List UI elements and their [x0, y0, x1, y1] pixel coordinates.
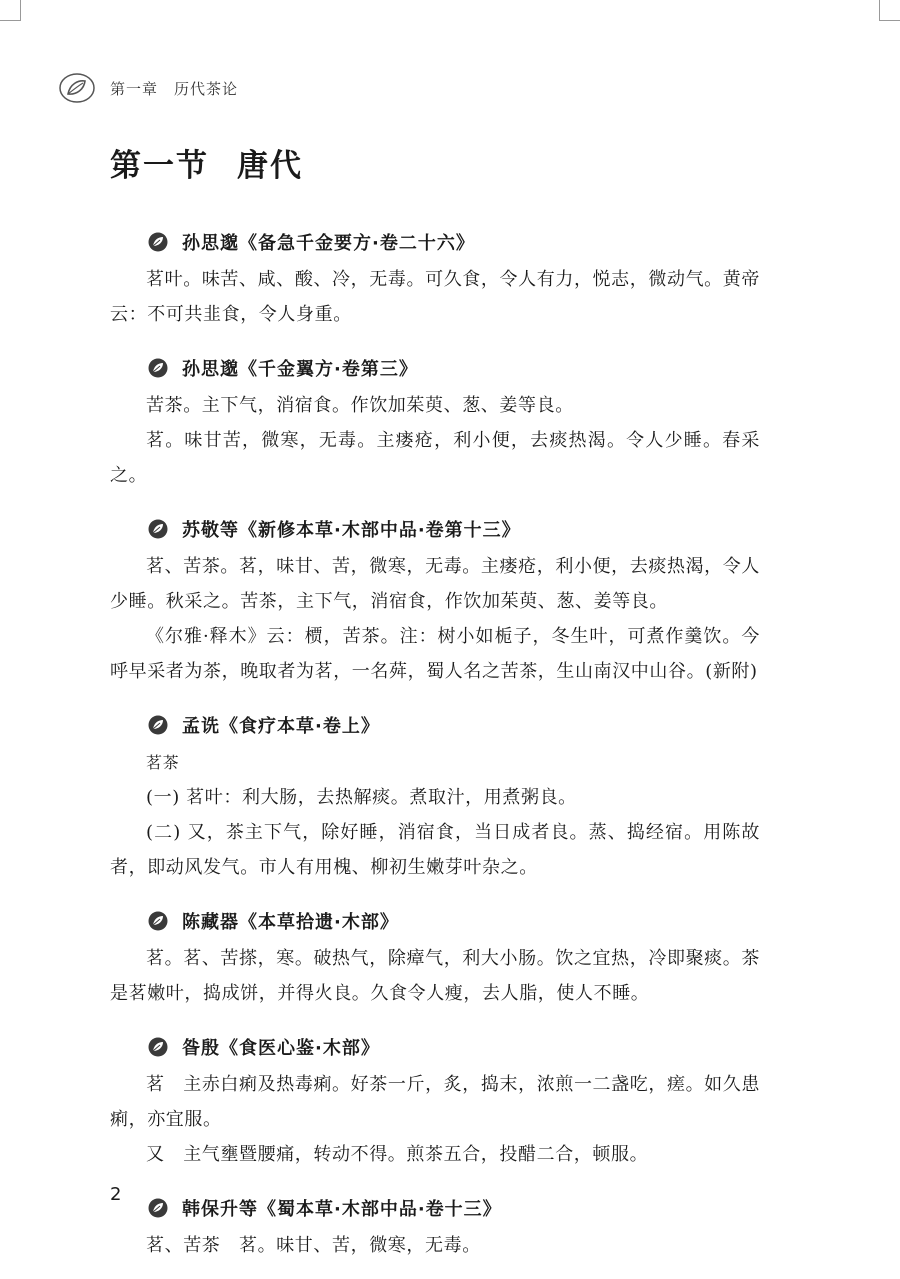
entry-heading-text: 孙思邈《千金翼方·卷第三》 [182, 359, 418, 380]
section-name: 唐代 [237, 148, 303, 184]
entry-heading [110, 1188, 760, 1228]
entry-heading-text: 孙思邈《备急千金要方·卷二十六》 [182, 233, 475, 254]
entry-heading-text: 韩保升等《蜀本草·木部中品·卷十三》 [182, 1199, 502, 1220]
leaf-bullet-icon [148, 232, 168, 252]
entry [110, 1188, 760, 1263]
entry-paragraph: 又 主气壅暨腰痛，转动不得。煎茶五合，投醋二合，顿服。 [146, 1144, 649, 1165]
entry-paragraph: 茗。味甘苦，微寒，无毒。主瘘疮，利小便，去痰热渴。令人少睡。春采之。 [110, 430, 760, 486]
entry-heading [110, 901, 760, 941]
entry-heading [110, 705, 760, 745]
entry-paragraph: 茗叶。味苦、咸、酸、冷，无毒。可久食，令人有力，悦志，微动气。黄帝云：不可共韭食，令人身重。 [110, 269, 760, 325]
leaf-bullet-icon [148, 715, 168, 735]
entry-heading-text: 昝殷《食医心鉴·木部》 [182, 1038, 380, 1059]
leaf-bullet-icon [148, 1037, 168, 1057]
leaf-bullet-icon [148, 358, 168, 378]
entry-heading [110, 348, 760, 388]
entry-heading [110, 1027, 760, 1067]
entry-paragraph: 茗、苦茶 茗。味甘、苦，微寒，无毒。 [146, 1235, 481, 1256]
entry-heading [110, 509, 760, 549]
entry-heading-text: 苏敬等《新修本草·木部中品·卷第十三》 [182, 520, 521, 541]
entry-paragraph: 茗。茗、苦搽，寒。破热气，除瘴气，利大小肠。饮之宜热，冷即聚痰。茶是茗嫩叶，捣成饼，并得火良。久食令人瘦，去人脂，使人不睡。 [110, 948, 760, 1004]
running-header-text [110, 78, 254, 99]
entry-heading-text: 陈藏器《本草拾遗·木部》 [182, 912, 399, 933]
entry-paragraph: 茗、苦茶。茗，味甘、苦，微寒，无毒。主瘘疮，利小便，去痰热渴，令人少睡。秋采之。苦茶，主下气，消宿食，作饮加茱萸、葱、姜等良。 [110, 556, 760, 612]
entry-paragraph: (二) 又，茶主下气，除好睡，消宿食，当日成者良。蒸、捣经宿。用陈故者，即动风发气。市人有用槐、柳初生嫩芽叶杂之。 [110, 822, 760, 878]
tea-leaf-emblem-icon [58, 72, 96, 104]
section-content [110, 222, 760, 1279]
entry-paragraph: 茗 主赤白痢及热毒痢。好茶一斤，炙，捣末，浓煎一二盏吃，瘥。如久患痢，亦宜服。 [110, 1074, 760, 1130]
chapter-label: 第一章 [110, 79, 159, 98]
entry [110, 705, 760, 885]
entry-paragraph: 茗茶 [146, 753, 180, 772]
page-number: 2 [110, 1184, 122, 1205]
entry [110, 901, 760, 1011]
entry-heading [110, 222, 760, 262]
crop-mark-top-right [879, 0, 900, 21]
entry-paragraph: 苦茶。主下气，消宿食。作饮加茱萸、葱、姜等良。 [146, 395, 574, 416]
crop-mark-top-left [0, 0, 21, 21]
section-title [110, 140, 303, 185]
entry [110, 509, 760, 689]
running-header [58, 70, 254, 106]
section-number: 第一节 [110, 148, 209, 184]
entry-paragraph: (一) 茗叶：利大肠，去热解痰。煮取汁，用煮粥良。 [146, 787, 577, 808]
entry [110, 1027, 760, 1172]
entry [110, 222, 760, 332]
leaf-bullet-icon [148, 519, 168, 539]
leaf-bullet-icon [148, 1198, 168, 1218]
leaf-bullet-icon [148, 911, 168, 931]
chapter-name: 历代茶论 [174, 79, 239, 98]
entry-paragraph: 《尔雅·释木》云：槚，苦茶。注：树小如栀子，冬生叶，可煮作羹饮。今呼早采者为茶，晚取者为茗，一名荈，蜀人名之苦茶，生山南汉中山谷。(新附) [110, 626, 760, 682]
entry-heading-text: 孟诜《食疗本草·卷上》 [182, 716, 380, 737]
entry [110, 348, 760, 493]
